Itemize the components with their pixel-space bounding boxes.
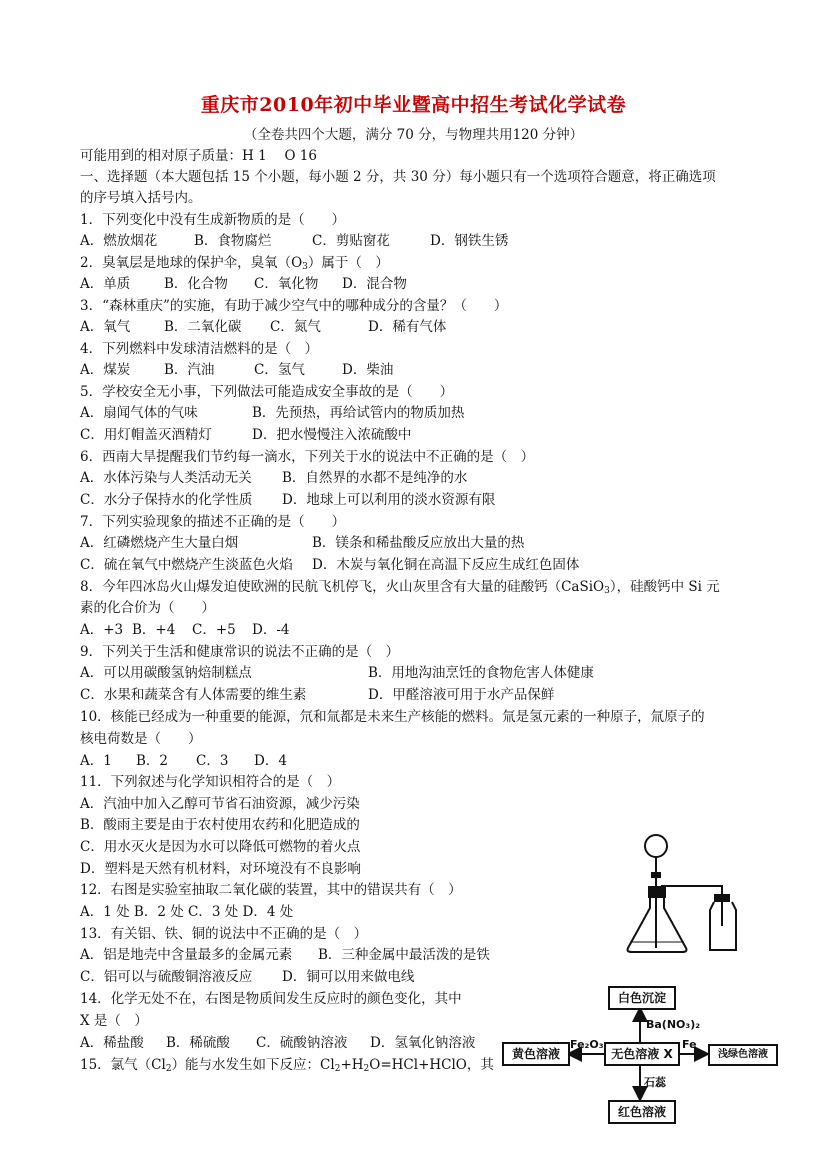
q11-option-b: B．酸雨主要是由于农村使用农药和化肥造成的 [80, 817, 360, 833]
q15-text-mid: ）能与水发生如下反应：Cl [171, 1057, 335, 1073]
question-5: 5．学校安全无小事，下列做法可能造成安全事故的是（ ） [80, 384, 454, 400]
color-change-diagram [500, 982, 768, 1132]
q15-subscript-2: 2 [334, 1064, 341, 1074]
q6-option-b: B．自然界的水都不是纯净的水 [282, 470, 468, 486]
question-13: 13．有关铝、铁、铜的说法中不正确的是（ ） [80, 926, 368, 942]
q4-option-b: B．汽油 [164, 362, 215, 378]
q1-option-c: C．剪贴窗花 [312, 233, 390, 249]
q9-option-b: B．用地沟油烹饪的食物危害人体健康 [368, 665, 594, 681]
box-red-solution: 红色溶液 [608, 1100, 676, 1124]
question-4: 4．下列燃料中发球清洁燃料的是（ ） [80, 341, 319, 357]
q10-option-b: B．2 [136, 753, 169, 769]
q4-option-c: C．氢气 [254, 362, 305, 378]
q13-option-b: B．三种金属中最活泼的是铁 [318, 947, 490, 963]
q1-option-d: D．钢铁生锈 [430, 233, 509, 249]
q2-option-b: B．化合物 [164, 276, 228, 292]
q8-option-a: A．+3 [80, 622, 124, 638]
q3-option-a: A．氧气 [80, 319, 131, 335]
atomic-mass-line: 可能用到的相对原子质量：H 1 O 16 [80, 148, 317, 164]
exam-title: 重庆市2010年初中毕业暨高中招生考试化学试卷 [200, 94, 627, 116]
q4-option-d: D．柴油 [342, 362, 394, 378]
q15-text-pre: 15．氯气（Cl [80, 1057, 166, 1073]
question-10-line-2: 核电荷数是（ ） [80, 731, 202, 747]
q13-option-c: C．铝可以与硫酸铜溶液反应 [80, 969, 253, 985]
question-1: 1．下列变化中没有生成新物质的是（ ） [80, 212, 346, 228]
co2-apparatus-figure [598, 826, 758, 956]
q8-option-d: D．-4 [252, 622, 290, 638]
q14-option-c: C．硫酸钠溶液 [256, 1035, 348, 1051]
exam-subtitle: （全卷共四个大题，满分 70 分，与物理共用120 分钟） [243, 127, 584, 143]
q15-text-post: O=HCl+HClO，其 [369, 1057, 494, 1073]
q10-option-a: A．1 [80, 753, 112, 769]
label-litmus: 石蕊 [644, 1076, 666, 1089]
q3-option-b: B．二氧化碳 [164, 319, 242, 335]
section-intro-1: 一、选择题（本大题包括 15 个小题，每小题 2 分，共 30 分）每小题只有一个选项符合题意，将正确选项 [80, 169, 716, 185]
question-14-line-2: X 是（ ） [80, 1013, 148, 1029]
question-12: 12．右图是实验室抽取二氧化碳的装置，其中的错误共有（ ） [80, 882, 462, 898]
question-3: 3．“森林重庆”的实施，有助于减少空气中的哪种成分的含量？（ ） [80, 298, 508, 314]
q8-text-pre: 8．今年四冰岛火山爆发迫使欧洲的民航飞机停飞，火山灰里含有大量的硅酸钙（CaSiO [80, 579, 605, 595]
q8-option-b: B．+4 [132, 622, 176, 638]
q11-option-a: A．汽油中加入乙醇可节省石油资源，减少污染 [80, 796, 360, 812]
question-10-line-1: 10．核能已经成为一种重要的能源，氘和氚都是未来生产核能的燃料。氚是氢元素的一种原子，氚原子的 [80, 709, 705, 725]
label-iron-oxide: Fe₂O₃ [570, 1038, 604, 1051]
q15-subscript-3: 2 [363, 1064, 370, 1074]
question-9: 9．下列关于生活和健康常识的说法不正确的是（ ） [80, 644, 400, 660]
box-light-green-solution: 浅绿色溶液 [708, 1044, 778, 1066]
q4-option-a: A．煤炭 [80, 362, 131, 378]
funnel-stopcock [651, 872, 661, 878]
q11-option-d: D．塑料是天然有机材料，对环境没有不良影响 [80, 861, 361, 877]
q5-option-a: A．扇闻气体的气味 [80, 405, 198, 421]
q14-option-a: A．稀盐酸 [80, 1035, 144, 1051]
question-7: 7．下列实验现象的描述不正确的是（ ） [80, 514, 346, 530]
q15-subscript-1: 2 [165, 1064, 172, 1074]
label-barium-nitrate: Ba(NO₃)₂ [646, 1018, 701, 1031]
q3-option-d: D．稀有气体 [368, 319, 447, 335]
flask-stopper [648, 886, 666, 898]
q15-text-mid2: +H [340, 1057, 364, 1073]
q2-option-a: A．单质 [80, 276, 131, 292]
question-8-line-2: 素的化合价为（ ） [80, 600, 215, 616]
section-intro-2: 的序号填入括号内。 [80, 190, 202, 206]
q8-text-post: ），硅酸钙中 Si 元 [609, 579, 720, 595]
q10-option-c: C．3 [196, 753, 229, 769]
box-yellow-solution: 黄色溶液 [502, 1042, 570, 1066]
q2-option-d: D．混合物 [342, 276, 407, 292]
q2-text-post: ）属于（ ） [307, 255, 389, 271]
q9-option-d: D．甲醛溶液可用于水产品保鲜 [368, 687, 555, 703]
q1-option-b: B．食物腐烂 [194, 233, 272, 249]
q14-option-d: D．氢氧化钠溶液 [370, 1035, 476, 1051]
q8-option-c: C．+5 [192, 622, 236, 638]
funnel-bulb [645, 835, 667, 857]
q6-option-d: D．地球上可以利用的淡水资源有限 [282, 492, 496, 508]
q12-options: A．1 处 B．2 处 C．3 处 D．4 处 [80, 904, 294, 920]
q6-option-a: A．水体污染与人类活动无关 [80, 470, 252, 486]
q8-subscript: 3 [604, 586, 610, 596]
question-15 [80, 1055, 494, 1079]
q2-subscript: 3 [302, 262, 308, 272]
q11-option-c: C．用水灭火是因为水可以降低可燃物的着火点 [80, 839, 361, 855]
q9-option-c: C．水果和蔬菜含有人体需要的维生素 [80, 687, 307, 703]
question-6: 6．西南大旱提醒我们节约每一滴水，下列关于水的说法中不正确的是（ ） [80, 449, 535, 465]
q10-option-d: D．4 [254, 753, 287, 769]
q14-option-b: B．稀硫酸 [166, 1035, 230, 1051]
q5-option-d: D．把水慢慢注入浓硫酸中 [252, 427, 412, 443]
q9-option-a: A．可以用碳酸氢钠焙制糕点 [80, 665, 252, 681]
box-colorless-solution-x: 无色溶液 X [604, 1042, 680, 1066]
q7-option-c: C．硫在氧气中燃烧产生淡蓝色火焰 [80, 557, 293, 573]
question-11: 11．下列叙述与化学知识相符合的是（ ） [80, 774, 341, 790]
q13-option-a: A．铝是地壳中含量最多的金属元素 [80, 947, 293, 963]
q5-option-c: C．用灯帽盖灭酒精灯 [80, 427, 212, 443]
box-white-precipitate: 白色沉淀 [608, 986, 676, 1010]
q1-option-a: A．燃放烟花 [80, 233, 158, 249]
q6-option-c: C．水分子保持水的化学性质 [80, 492, 253, 508]
q2-text-pre: 2．臭氧层是地球的保护伞，臭氧（O [80, 255, 303, 271]
q7-option-b: B．镁条和稀盐酸反应放出大量的热 [312, 535, 525, 551]
q5-option-b: B．先预热，再给试管内的物质加热 [252, 405, 465, 421]
bottle-stopper [714, 894, 730, 902]
q3-option-c: C．氮气 [270, 319, 321, 335]
q2-option-c: C．氧化物 [254, 276, 319, 292]
q7-option-d: D．木炭与氧化铜在高温下反应生成红色固体 [312, 557, 580, 573]
q13-option-d: D．铜可以用来做电线 [282, 969, 415, 985]
question-14-line-1: 14．化学无处不在，右图是物质间发生反应时的颜色变化，其中 [80, 991, 462, 1007]
label-iron: Fe [682, 1038, 697, 1051]
q7-option-a: A．红磷燃烧产生大量白烟 [80, 535, 239, 551]
